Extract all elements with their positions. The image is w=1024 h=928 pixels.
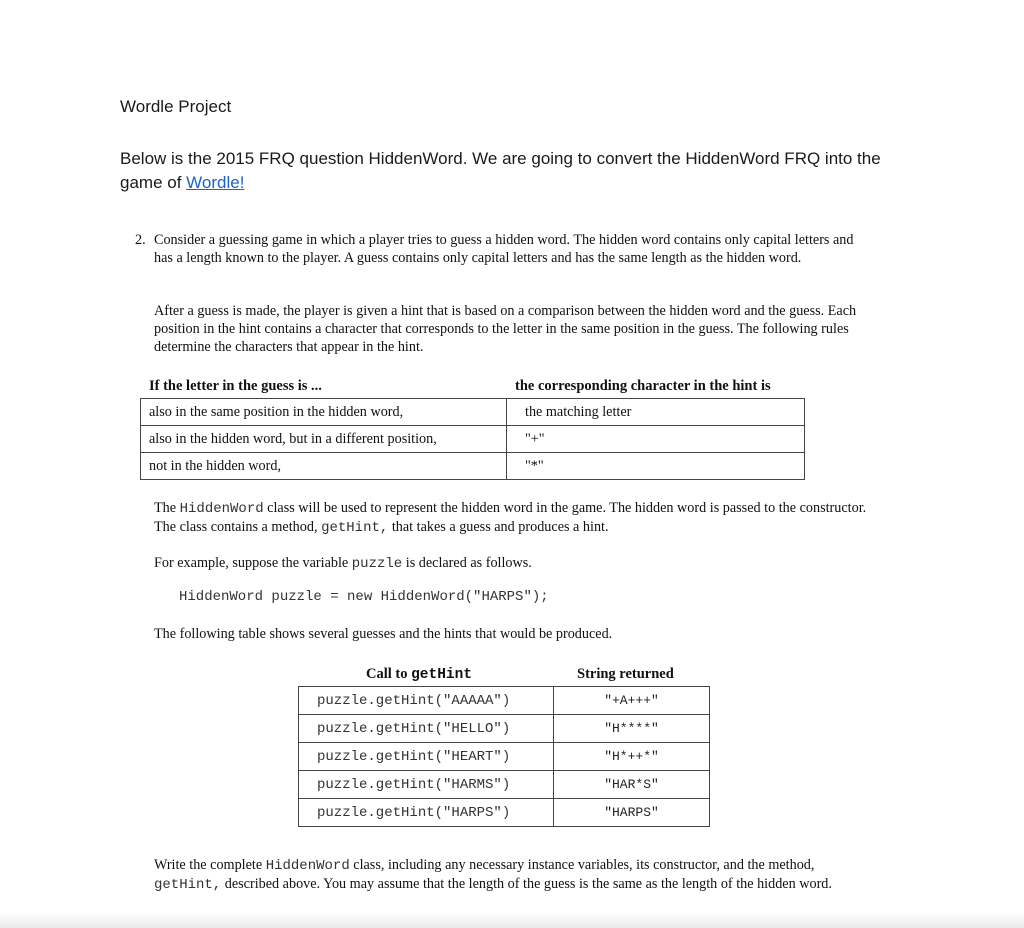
hint-result-cell: "+A+++": [554, 687, 710, 715]
page-bottom-edge: [0, 912, 1024, 928]
p3-text-a: The: [154, 500, 180, 516]
hint-header-call: [366, 666, 472, 683]
table-row: [141, 399, 805, 426]
intro-paragraph: [120, 147, 900, 195]
hint-call-cell: puzzle.getHint("AAAAA"): [299, 687, 554, 715]
p4-text-a: For example, suppose the variable: [154, 555, 352, 571]
question-paragraph-6: [154, 856, 884, 894]
table-row: [299, 799, 710, 827]
question-paragraph-4: [154, 554, 874, 573]
p3-code-method: getHint,: [321, 520, 389, 536]
p6-code-method: getHint,: [154, 877, 222, 893]
rules-result-cell: "+": [507, 426, 805, 453]
rules-header-hint: the corresponding character in the hint is: [515, 378, 771, 394]
hint-header-call-text: Call to: [366, 666, 412, 682]
rules-result-cell: the matching letter: [507, 399, 805, 426]
rules-condition-cell: also in the hidden word, but in a different position,: [141, 426, 507, 453]
table-row: [299, 771, 710, 799]
rules-condition-cell: not in the hidden word,: [141, 453, 507, 480]
hint-result-cell: "HAR*S": [554, 771, 710, 799]
question-paragraph-5: The following table shows several guesses and the hints that would be produced.: [154, 626, 613, 642]
question-number: 2.: [135, 232, 146, 248]
question-paragraph-2: After a guess is made, the player is given a hint that is based on a comparison between the hidden word and the guess. Each position in the hint contains a character that corresponds to the letter in the same position in the guess. The following rules determine the characters that appear in the hint.: [154, 303, 857, 355]
code-declaration: HiddenWord puzzle = new HiddenWord("HARPS");: [179, 589, 549, 605]
hint-header-returned: String returned: [577, 666, 674, 682]
hint-table: [298, 686, 710, 827]
wordle-link[interactable]: Wordle!: [186, 173, 245, 192]
rules-table-header: [149, 378, 816, 398]
table-row: [299, 687, 710, 715]
p6-text-a: Write the complete: [154, 857, 266, 873]
hint-result-cell: "H*++*": [554, 743, 710, 771]
hint-table-header: [300, 666, 706, 686]
table-row: [299, 743, 710, 771]
p3-code-classname: HiddenWord: [179, 501, 264, 517]
p3-text-c: that takes a guess and produces a hint.: [388, 519, 609, 535]
intro-text: Below is the 2015 FRQ question HiddenWord. We are going to convert the HiddenWord FRQ into the game of: [120, 149, 881, 192]
rules-header-guess: If the letter in the guess is ...: [149, 378, 322, 394]
p6-text-c: described above. You may assume that the length of the guess is the same as the length of the hidden word.: [221, 876, 832, 892]
p6-text-b: class, including any necessary instance variables, its constructor, and the method,: [349, 857, 815, 873]
question-paragraph-1: Consider a guessing game in which a player tries to guess a hidden word. The hidden word contains only capital letters and has a length known to the player. A guess contains only capital letters and has the same length as the hidden word.: [154, 232, 854, 266]
rules-condition-cell: also in the same position in the hidden word,: [141, 399, 507, 426]
hint-result-cell: "H****": [554, 715, 710, 743]
table-row: [141, 426, 805, 453]
p3-text-b: class will be used to represent the hidden word in the game. The hidden word is passed to the constructor. The class contains a method,: [154, 500, 867, 535]
p6-code-classname: HiddenWord: [265, 858, 350, 874]
hint-call-cell: puzzle.getHint("HARPS"): [299, 799, 554, 827]
rules-table: [140, 398, 805, 480]
table-row: [141, 453, 805, 480]
p4-text-b: is declared as follows.: [402, 555, 532, 571]
hint-call-cell: puzzle.getHint("HEART"): [299, 743, 554, 771]
hint-header-call-code: getHint: [411, 667, 473, 683]
rules-result-cell: "*": [507, 453, 805, 480]
table-row: [299, 715, 710, 743]
document-title: Wordle Project: [120, 97, 232, 116]
hint-call-cell: puzzle.getHint("HARMS"): [299, 771, 554, 799]
p4-code-variable: puzzle: [351, 556, 403, 572]
hint-call-cell: puzzle.getHint("HELLO"): [299, 715, 554, 743]
hint-result-cell: "HARPS": [554, 799, 710, 827]
question-paragraph-3: [154, 499, 874, 537]
